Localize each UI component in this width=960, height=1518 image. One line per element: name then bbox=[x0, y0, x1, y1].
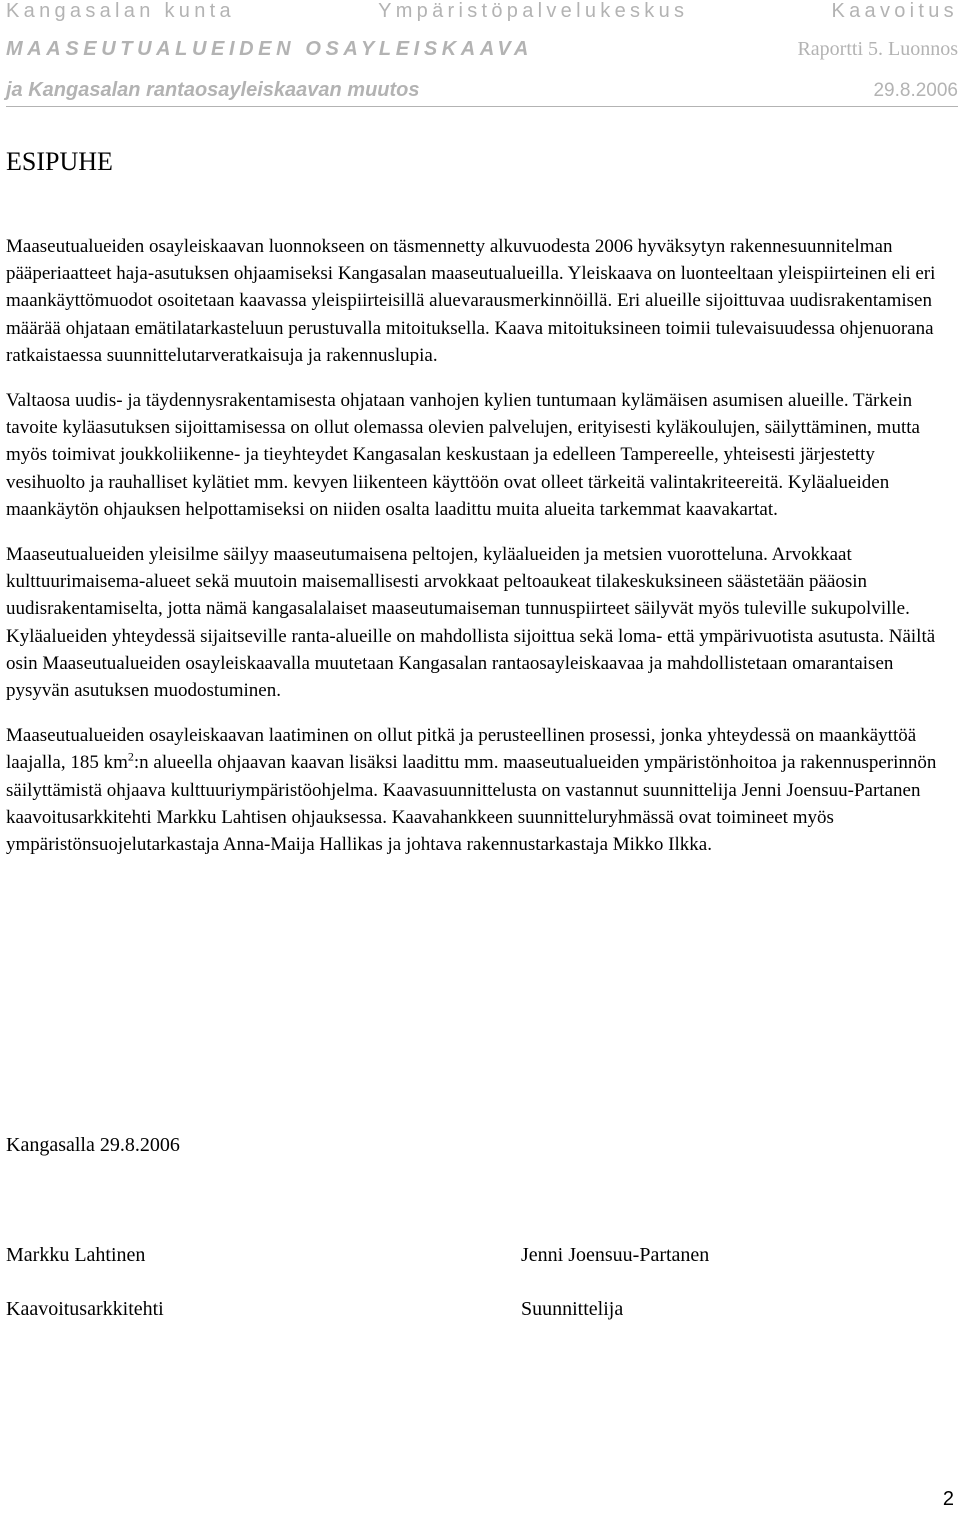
place-date: Kangasalla 29.8.2006 bbox=[6, 1134, 180, 1156]
signatory-2-title: Suunnittelija bbox=[521, 1298, 624, 1320]
body-text bbox=[6, 233, 958, 858]
header-plan-subtitle: ja Kangasalan rantaosayleiskaavan muutos bbox=[6, 79, 420, 101]
section-heading: ESIPUHE bbox=[6, 147, 113, 176]
signatory-1-title: Kaavoitusarkkitehti bbox=[6, 1298, 164, 1320]
paragraph-4-before: Maaseutualueiden osayleiskaavan laatiminen on ollut pitkä ja perusteellinen prosessi, jonka yhteydessä on maankäyttöä laajalla, 185 km bbox=[6, 725, 917, 774]
paragraph-2: Valtaosa uudis- ja täydennysrakentamisesta ohjataan vanhojen kylien tuntumaan kylämäisen asumisen alueille. Tärkein tavoite kyläasutuksen sijoittamisessa on ollut olemassa olevien palvelujen, erityisesti kyläkoulujen, säilyttäminen, mutta myös toimivat joukkoliikenne- ja tieyhteydet Kangasalan keskustaan ja edelleen Tampereelle, yhteisesti järjestetty vesihuolto ja rauhalliset kylätiet mm. kevyen liikenteen käyttöön ovat olleet tärkeitä valintakriteereitä. Kyläalueiden maankäytön ohjauksen helpottamiseksi on niiden osalta laadittu muita alueita tarkemmat kaavakartat. bbox=[6, 390, 920, 520]
page-number: 2 bbox=[942, 1488, 954, 1510]
superscript-2: 2 bbox=[127, 750, 134, 765]
paragraph-4 bbox=[6, 722, 958, 858]
paragraph-4-after: :n alueella ohjaavan kaavan lisäksi laadittu mm. maaseutualueiden ympäristönhoitoa ja rakennusperinnön säilyttämistä ohjaava kulttuuriympäristöohjelma. Kaavasuunnittelusta on vastannut suunnittelija Jenni Joensuu-Partanen kaavoitusarkkitehti Markku Lahtisen ohjauksessa. Kaavahankkeen suunnitteluryhmässä ovat toimineet myös ympäristönsuojelutarkastaja Anna-Maija Hallikas ja johtava rakennustarkastaja Mikko Ilkka. bbox=[6, 752, 937, 856]
header-date: 29.8.2006 bbox=[873, 80, 958, 101]
header-divider bbox=[6, 106, 958, 107]
header-org: Kangasalan kunta bbox=[6, 0, 235, 22]
header-row-3 bbox=[6, 79, 958, 102]
header-row-2 bbox=[6, 38, 958, 61]
header-department: Kaavoitus bbox=[831, 0, 958, 22]
paragraph-1: Maaseutualueiden osayleiskaavan luonnokseen on täsmennetty alkuvuodesta 2006 hyväksytyn rakennesuunnitelman pääperiaatteet haja-asutuksen ohjaamiseksi Kangasalan maaseutualueilla. Yleiskaava on luonteeltaan yleispiirteinen eli eri maankäyttömuodot osoitetaan kaavassa yleispiirteisillä aluevarausmerkinnöillä. Eri alueille sijoittuvaa uudisrakentamisen määrää ohjataan emätilatarkasteluun perustuvalla mitoituksella. Kaava mitoituksineen toimii tulevaisuudessa ohjenuorana ratkaistaessa suunnittelutarveratkaisuja ja rakennuslupia. bbox=[6, 236, 936, 366]
header-plan-title: MAASEUTUALUEIDEN OSAYLEISKAAVA bbox=[6, 38, 533, 60]
header-report: Raportti 5. Luonnos bbox=[797, 38, 958, 60]
signatory-1-name: Markku Lahtinen bbox=[6, 1244, 146, 1266]
signatory-2-name: Jenni Joensuu-Partanen bbox=[521, 1244, 710, 1266]
header-row-1 bbox=[6, 0, 958, 23]
paragraph-3: Maaseutualueiden yleisilme säilyy maaseutumaisena peltojen, kyläalueiden ja metsien vuorotteluna. Arvokkaat kulttuurimaisema-alueet sekä muutoin maisemallisesti arvokkaat peltoaukeat tilakeskuksineen säästetään pääosin uudisrakentamiselta, jotta nämä kangasalalaiset maaseutumaiseman tunnuspiirteet säilyvät myös tuleville sukupolville. Kyläalueiden yhteydessä sijaitseville ranta-alueille on mahdollista sijoittua sekä loma- että ympärivuotista asutusta. Näiltä osin Maaseutualueiden osayleiskaavalla muutetaan Kangasalan rantaosayleiskaavaa ja mahdollistetaan omarantaisen pysyvän asutuksen muodostuminen. bbox=[6, 544, 936, 702]
header-center: Ympäristöpalvelukeskus bbox=[378, 0, 689, 22]
